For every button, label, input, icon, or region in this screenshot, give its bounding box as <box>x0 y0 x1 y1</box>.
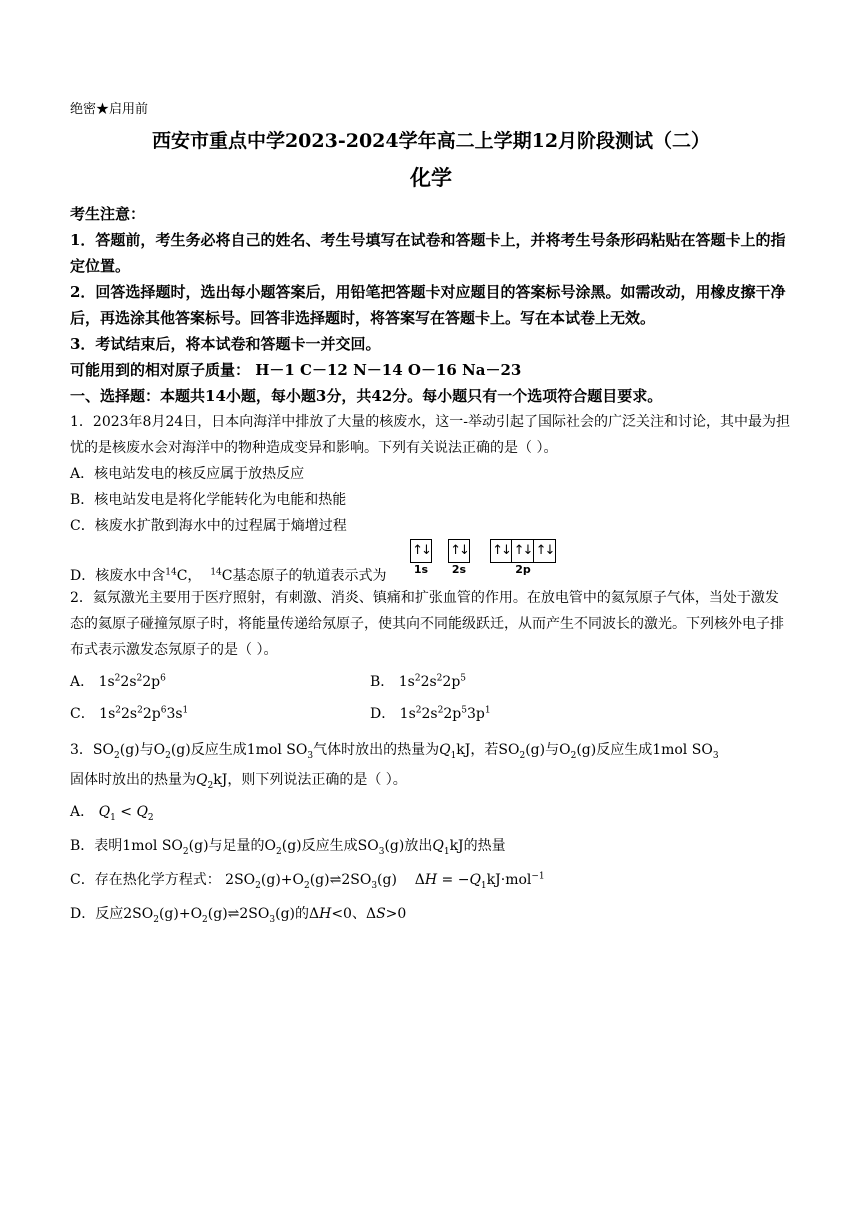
note-item-1: 1．答题前，考生务必将自己的姓名、考生号填写在试卷和答题卡上，并将考生号条形码粘贴在答题卡上的指定位置。 <box>70 231 786 275</box>
section-heading: 一、选择题：本题共14小题，每小题3分，共42分。每小题只有一个选项符合题目要求。 <box>70 387 663 405</box>
confidential-mark: 绝密★启用前 <box>70 102 149 117</box>
q3-option-d: D．反应$2SO_2(g)+O_2(g)\rightleftharpoons 2SO_3(g)$的ΔH<0、ΔS>0 <box>70 906 407 925</box>
q2-option-a: A． $1s^22s^22p^6$ <box>70 673 166 690</box>
exam-title: 西安市重点中学2023-2024学年高二上学期12月阶段测试（二） <box>151 130 711 152</box>
orbital-2s: ↑↓ 2s <box>448 539 470 576</box>
orbital-diagram <box>410 539 556 576</box>
q1-option-c: C．核废水扩散到海水中的过程属于熵增过程 <box>70 518 347 534</box>
notes-heading: 考生注意： <box>70 205 146 223</box>
q3-option-c: C．存在热化学方程式： $2SO_2(g)+O_2(g)\rightleftharpoons 2SO_3(g)$ $\Delta H = -Q_1kJ\cdot mol^{-1}$ <box>70 871 545 891</box>
orbital-1s: ↑↓ 1s <box>410 539 432 576</box>
exam-page <box>70 98 792 931</box>
question-3: 3．$SO_2(g)$与$O_2(g)$反应生成1mol $SO_3$气体时放出的热量为$Q_1kJ$，若$SO_2(g)$与$O_2(g)$反应生成1mol $SO_3$ 固体时放出的热量为$Q_2kJ$，则下列说法正确的是（ ）。 A． $Q_1 < Q_2$ B．表明1mol $SO_2(g)$与足量的$O_2(g)$反应生成$SO_3(g)$放出$Q_1kJ$的热量 C．存在热化学方程式： $2SO_2(g)+O_2(g)\rightleftharpoons 2SO_3(g)$ $\Delta H = -Q_1kJ\cdot mol^{-1}$ D．反应$2SO_2(g)+O_2(g)\rightleftharpoons 2SO_3(g)$的ΔH<0、ΔS>0 <box>70 735 792 931</box>
q1-option-b: B．核电站发电是将化学能转化为电能和热能 <box>70 492 347 508</box>
q3-option-b: B．表明1mol $SO_2(g)$与足量的$O_2(g)$反应生成$SO_3(g)$放出$Q_1kJ$的热量 <box>70 838 506 857</box>
orbital-2p: ↑↓ ↑↓ ↑↓ 2p <box>490 539 556 576</box>
question-1 <box>70 409 792 585</box>
q3-option-a: A． $Q_1 < Q_2$ <box>70 804 154 823</box>
question-1-stem: 1．2023年8月24日，日本向海洋中排放了大量的核废水，这一-举动引起了国际社会的广泛关注和讨论，其中最为担忧的是核废水会对海洋中的物种造成变异和影响。下列有关说法正确的是（ ）。 <box>70 414 790 456</box>
q2-option-d: D． $1s^22s^22p^53p^1$ <box>370 705 491 722</box>
question-2 <box>70 585 792 727</box>
subject-title: 化学 <box>410 165 452 190</box>
question-3-stem: 3．$SO_2(g)$与$O_2(g)$反应生成1mol $SO_3$气体时放出的热量为$Q_1kJ$，若$SO_2(g)$与$O_2(g)$反应生成1mol $SO_3$ <box>70 742 719 761</box>
q1-option-d: D．核废水中含$^{14}$C， $^{14}$C基态原子的轨道表示式为 ↑↓ 1s ↑↓ 2s ↑↓ ↑↓ ↑↓ 2p <box>70 539 792 585</box>
candidate-notes <box>70 201 792 409</box>
atomic-masses: 可能用到的相对原子质量： H－1 C－12 N－14 O－16 Na－23 <box>70 361 522 379</box>
q2-option-b: B． $1s^22s^22p^5$ <box>370 673 467 690</box>
q1-option-a: A．核电站发电的核反应属于放热反应 <box>70 466 305 482</box>
note-item-2: 2．回答选择题时，选出每小题答案后，用铅笔把答题卡对应题目的答案标号涂黑。如需改动，用橡皮擦干净后，再选涂其他答案标号。回答非选择题时，将答案写在答题卡上。写在本试卷上无效。 <box>70 283 786 327</box>
q2-option-c: C． $1s^22s^22p^63s^1$ <box>70 705 189 722</box>
note-item-3: 3．考试结束后，将本试卷和答题卡一并交回。 <box>70 335 381 353</box>
question-2-stem: 2．氦氖激光主要用于医疗照射，有刺激、消炎、镇痛和扩张血管的作用。在放电管中的氦氖原子气体，当处于激发态的氦原子碰撞氖原子时，将能量传递给氖原子，使其向不同能级跃迁，从而产生不同波长的激光。下列核外电子排布式表示激发态氖原子的是（ ）。 <box>70 590 784 658</box>
